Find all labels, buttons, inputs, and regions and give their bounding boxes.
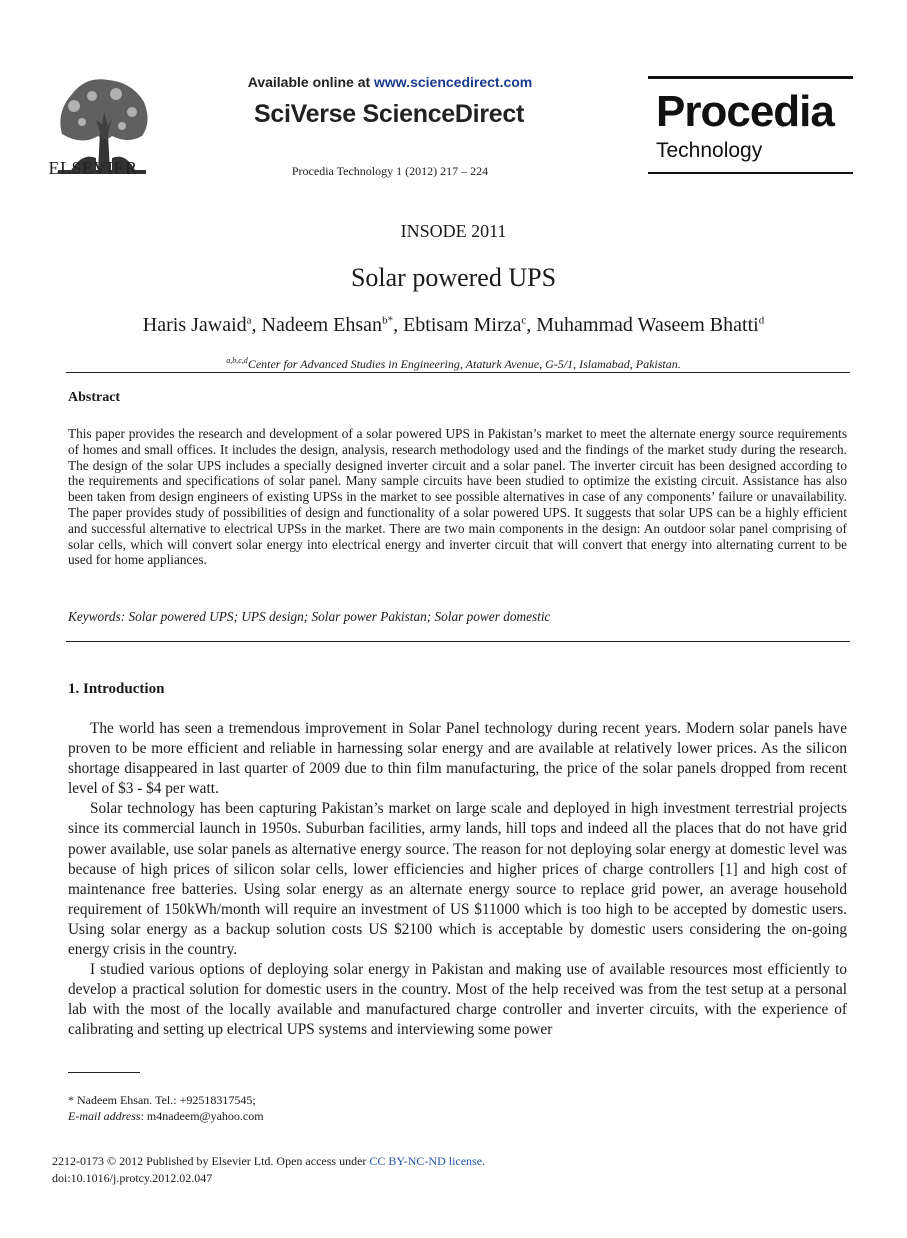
procedia-wordmark: Procedia <box>656 87 834 136</box>
email-footnote <box>68 1109 264 1124</box>
procedia-subtitle: Technology <box>656 139 763 162</box>
available-prefix: Available online at <box>247 74 375 90</box>
copyright-text: 2212-0173 © 2012 Published by Elsevier Ltd. Open access under <box>52 1154 370 1168</box>
elsevier-wordmark: ELSEVIER <box>48 158 138 178</box>
sciencedirect-link[interactable]: www.sciencedirect.com <box>374 74 533 90</box>
paper-title: Solar powered UPS <box>350 263 557 292</box>
abstract-heading: Abstract <box>68 390 121 405</box>
email-value: : m4nadeem@yahoo.com <box>140 1109 264 1123</box>
abstract-body: This paper provides the research and development of a solar powered UPS in Pakistan’s market to meet the alternate energy source requirements of homes and small offices. It includes the design, analysis, research methodology used and the findings of the market study during the research. The design of the solar UPS includes a specially designed inverter circuit and a solar panel. The inverter circuit has been designed according to the requirements and specifications of solar panel. Many sample circuits have been studied to optimize the existing circuit. Assistance has also been taken from design engineers of existing UPSs in the market to see possible alternatives in case of any components’ failure or unavailability. The paper provides study of possibilities of design and functionality of a solar powered UPS. It suggests that solar UPS can be a highly efficient and successful alternative to electrical UPSs in the market. There are two main components in the design: An outdoor solar panel comprising of solar cells, which will convert solar energy into electrical energy and inverter circuit that will convert that energy into alternating current to be used for home appliances. <box>68 426 847 568</box>
paragraph: The world has seen a tremendous improvement in Solar Panel technology during recent years. Modern solar panels have proven to be more efficient and reliable in harnessing solar energy and are available at relatively lower prices. As the silicon shortage disappeared in last quarter of 2009 due to thin film manufacturing, the price of the solar panels dropped from recent level of $3 - $4 per watt. <box>68 720 847 798</box>
keywords: Keywords: Solar powered UPS; UPS design; Solar power Pakistan; Solar power domestic <box>68 609 551 624</box>
author-sup: a <box>246 314 252 327</box>
affiliation-text: Center for Advanced Studies in Engineering, Ataturk Avenue, G-5/1, Islamabad, Pakistan. <box>247 357 681 371</box>
procedia-logo <box>648 76 853 174</box>
license-link[interactable]: CC BY-NC-ND license. <box>369 1154 486 1168</box>
sciverse-sciencedirect-wordmark: SciVerse ScienceDirect <box>254 100 524 128</box>
author-sup: d <box>758 314 765 327</box>
conference-name: INSODE 2011 <box>400 221 507 241</box>
procedia-top-rule <box>648 76 853 79</box>
email-label: E-mail address <box>68 1109 141 1123</box>
author-name: Nadeem Ehsan <box>261 314 383 336</box>
available-online-line <box>160 74 620 90</box>
affiliation-sup: a,b,c,d <box>226 356 248 365</box>
footnote-rule <box>68 1072 140 1073</box>
section-heading-introduction: 1. Introduction <box>68 681 165 697</box>
author-name: Muhammad Waseem Bhatti <box>536 314 759 336</box>
author-name: Ebtisam Mirza <box>403 314 522 336</box>
journal-reference: Procedia Technology 1 (2012) 217 – 224 <box>291 164 489 178</box>
abstract-divider <box>66 641 850 642</box>
paragraph: I studied various options of deploying solar energy in Pakistan and making use of available resources most efficiently to develop a practical solution for domestic users in the country. Most of the help received was from the test setup at a personal lab with the most of the locally available and manufactured charge controller and inverter circuits, with the experience of calibrating and setting up electrical UPS systems and interviewing some power <box>68 961 847 1039</box>
author-sup: b* <box>382 314 394 327</box>
paragraph: Solar technology has been capturing Pakistan’s market on large scale and deployed in high investment terrestrial projects since its commercial launch in 1950s. Suburban facilities, army lands, hill tops and indeed all the places that do not have grid power available, use solar panels as alternative energy source. The reason for not deploying solar energy at domestic level was because of high prices of silicon solar cells, lower efficiencies and higher prices of charge controllers [1] and high cost of maintenance free batteries. Using solar energy as an alternate energy source to replace grid power, an average household requirement of 150kWh/month will require an investment of US $11000 which is too high to be accepted by domestic users. Using solar energy as a backup solution costs US $2100 which is acceptable by domestic users considering the on-going energy crisis in the country. <box>68 800 847 959</box>
introduction-body <box>68 719 847 1041</box>
title-divider <box>66 372 850 373</box>
author-sup: c <box>521 314 527 327</box>
procedia-bottom-rule <box>648 172 853 174</box>
affiliation <box>0 356 907 372</box>
corresponding-author-footnote: * Nadeem Ehsan. Tel.: +92518317545; <box>68 1093 256 1107</box>
author-name: Haris Jawaid <box>142 314 247 336</box>
doi: doi:10.1016/j.protcy.2012.02.047 <box>52 1171 213 1185</box>
copyright-line <box>52 1154 485 1169</box>
author-list: Haris Jawaid$^a$, Nadeem Ehsan$^{b*}$, Ebtisam Mirza$^c$, Muhammad Waseem Bhatti$^d$ <box>142 314 765 336</box>
